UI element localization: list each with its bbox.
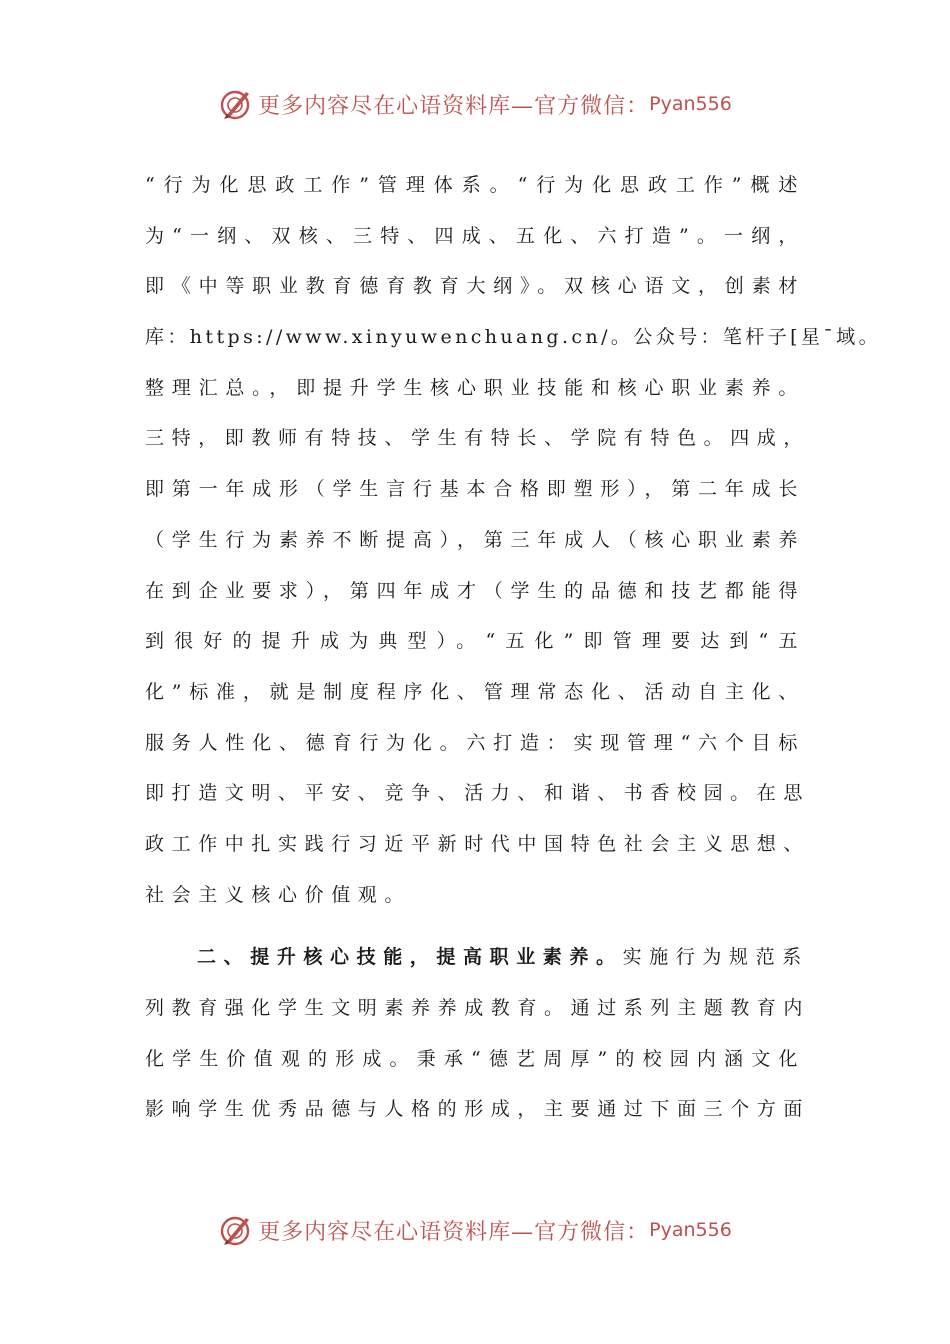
text-line: 化学生价值观的形成。秉承“德艺周厚”的校园内涵文化: [145, 1047, 805, 1070]
text-line: 即打造文明、平安、竞争、活力、和谐、书香校园。在思: [145, 782, 811, 805]
text-line: 到很好的提升成为典型）。“五化”即管理要达到“五: [145, 630, 805, 653]
text-line: 库：https://www.xinyuwenchuang.cn/。公众号：笔杆子[星¯域。: [145, 326, 882, 349]
wechat-id: Pyan556: [649, 93, 732, 115]
text-line: 社会主义核心价值观。: [145, 883, 412, 906]
text-line: “行为化思政工作”管理体系。“行为化思政工作”概述: [145, 174, 805, 196]
brand-text: 更多内容尽在心语资料库—官方微信：: [258, 1219, 650, 1245]
section-heading-line: [145, 932, 809, 983]
header-banner: [0, 82, 950, 126]
text-line: 政工作中扎实践行习近平新时代中国特色社会主义思想、: [145, 832, 811, 855]
footer-banner: [0, 1208, 950, 1252]
document-body: [145, 160, 882, 1135]
text-line: 整理汇总。，即提升学生核心职业技能和核心职业素养。: [145, 376, 805, 399]
text-line: （学生行为素养不断提高），第三年成人（核心职业素养: [145, 528, 805, 551]
text-span: 实施行为规范系: [622, 946, 809, 969]
quill-logo-icon: [218, 86, 254, 122]
text-line: 列教育强化学生文明素养养成教育。通过系列主题教育内: [145, 997, 811, 1019]
quill-logo-icon: [218, 1212, 254, 1248]
text-line: 化”标准，就是制度程序化、管理常态化、活动自主化、: [145, 680, 805, 703]
text-line: 服务人性化、德育行为化。六打造：实现管理“六个目标: [145, 731, 805, 754]
text-line: 三特，即教师有特技、学生有特长、学院有特色。四成，: [145, 427, 811, 450]
text-line: 为“一纲、双核、三特、四成、五化、六打造”。一纲，: [145, 224, 805, 247]
text-line: 影响学生优秀品德与人格的形成，主要通过下面三个方面: [145, 1098, 811, 1121]
section-heading: 二、提升核心技能，提高职业素养。: [197, 946, 623, 969]
text-line: 在到企业要求），第四年成才（学生的品德和技艺都能得: [145, 579, 805, 602]
brand-text: 更多内容尽在心语资料库—官方微信：: [258, 93, 650, 119]
wechat-id: Pyan556: [649, 1219, 732, 1241]
text-line: 即《中等职业教育德育教育大纲》。双核心语文，创素材: [145, 275, 805, 298]
text-line: 即第一年成形（学生言行基本合格即塑形），第二年成长: [145, 478, 805, 501]
